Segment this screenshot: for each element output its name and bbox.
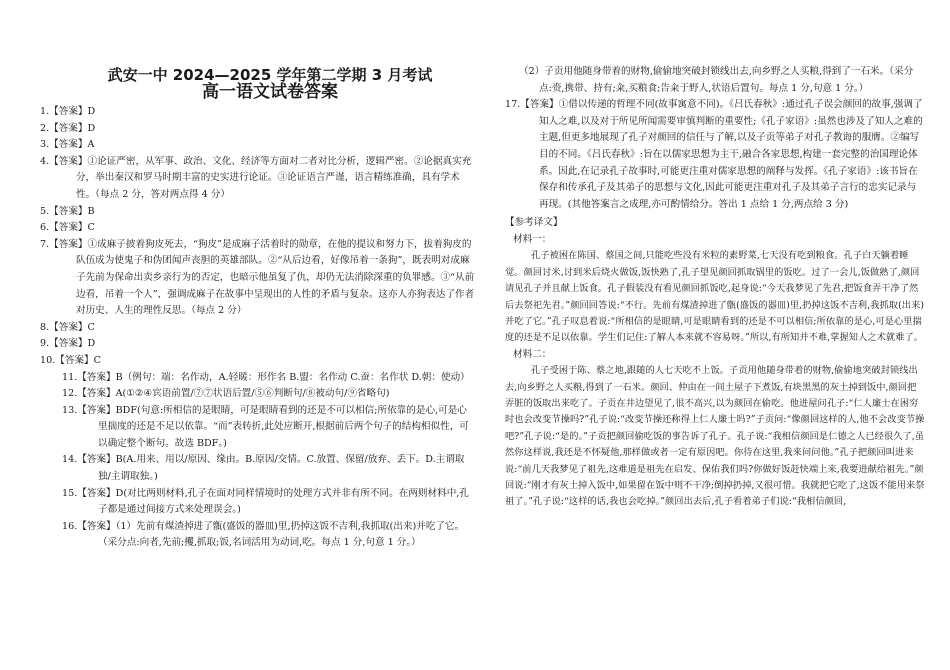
- answer-item: 2.【答案】D: [40, 122, 96, 134]
- page-title: 武安一中 2024—2025 学年第二学期 3 月考试: [107, 66, 433, 84]
- answer-item: 5.【答案】B: [40, 205, 95, 217]
- answer-item: 8.【答案】C: [40, 321, 95, 333]
- answer-item: 16.【答案】（1）先前有煤渣掉进了甑(盛饭的器皿)里,扔掉这饭不吉利,我抓取(出来)并吃了它。（采分点:向者,先前;攫,抓取;饭,名词活用为动词,吃。每点 1 分,句意 1 分。）: [62, 520, 465, 549]
- material-one-text: 孔子被困在陈国、蔡国之间,只能吃些没有米粒的素野菜,七天没有吃到粮食。孔子白天躺着睡觉。颜回讨米,讨到米后烧火做饭,饭快熟了,孔子望见颜回抓取锅里的饭吃。过了一会儿,饭做熟了,颜回请见孔子并且献上饭食。孔子假装没有看见颜回抓饭吃,起身说:“今天我梦见了先君,把饭食弄干净了然后去祭祀先君。”颜回回答说:“不行。先前有煤渣掉进了甑(盛饭的器皿)里,扔掉这饭不吉利,我抓取(出来)并吃了它。”孔子叹息着说:“所相信的是眼睛,可是眼睛看到的还是不可以相信;所依靠的是心,可是心里揣度的还是不足以依靠。学生们记住:了解人本来就不容易呀。”所以,有所知并不难,掌握知人之术就难了。: [505, 250, 925, 344]
- answer-item: 17.【答案】①借以传递的哲理不同(故事寓意不同)。《吕氏春秋》:通过孔子误会颜回的故事,强调了知人之难,以及对于所见所闻需要审慎判断的重要性;《孔子家语》:虽然也涉及了知人之难的主题,但更多地展现了孔子对颜回的信任与了解,以及子贡等弟子对孔子教诲的服膺。②编写目的不同。《吕氏春秋》:旨在以儒家思想为主干,融合各家思想,构建一套完整的治国理论体系。因此,在记录孔子故事时,可能更注重对儒家思想的阐释与发挥。《孔子家语》:该书旨在保存和传承孔子及其弟子的思想与文化,因此可能更注重对孔子及其弟子言行的忠实记录与再现。(其他答案言之成理,亦可酌情给分。答出 1 点给 1 分,两点给 3 分): [505, 99, 923, 210]
- answer-item: 4.【答案】①论证严密，从军事、政治、文化、经济等方面对二者对比分析，逻辑严密。②论据真实充分，举出秦汉和罗马时期丰富的史实进行论证。③论证语言严谨，语言精练准确，具有学术性。（每点 2 分，答对两点得 4 分）: [40, 155, 472, 200]
- answer-item: 6.【答案】C: [40, 222, 95, 234]
- material-two-label: 材料二：: [513, 348, 552, 360]
- answer-item: （2）子贡用他随身带着的财物,偷偷地突破封锁线出去,向乡野之人买粮,得到了一石米。（采分点:赍,携带、持有;籴,买粮食;告籴于野人,状语后置句。每点 1 分,句意 1 分。）: [519, 66, 914, 94]
- left-answer-list: [40, 104, 475, 552]
- page-subtitle: 高一语文试卷答案: [202, 82, 338, 102]
- answer-item: 10.【答案】C: [40, 354, 101, 366]
- answer-item: 9.【答案】D: [40, 338, 96, 350]
- answer-item: 1.【答案】D: [40, 106, 96, 117]
- answer-item: 15.【答案】D(对比两则材料,孔子在面对同样情境时的处理方式并非有所不同。在两则材料中,孔子都是通过间接方式来处理误会。): [62, 487, 469, 516]
- answer-item: 14.【答案】B(A.用来、用以/原因、缘由。B.原因/交情。C.放置、保留/放弃、丢下。D.主谓取独/主谓取独。): [62, 454, 465, 483]
- answer-item: 3.【答案】A: [40, 139, 95, 151]
- right-answer-list: [505, 64, 925, 511]
- material-two-text: 孔子受困于陈、蔡之地,跟随的人七天吃不上饭。子贡用他随身带着的财物,偷偷地突破封锁线出去,向乡野之人买粮,得到了一石米。颜回、仲由在一间土屋子下煮饭,有块黑黑的灰土掉到饭中,颜回把弄脏的饭取出来吃了。子贡在井边望见了,很不高兴,以为颜回在偷吃。他进屋问孔子:“仁人廉士在困穷时也会改变节操吗?”孔子说:“改变节操还称得上仁人廉士吗?”子贡问:“像颜回这样的人,他不会改变节操吧?”孔子说:“是的。”子贡把颜回偷吃饭的事告诉了孔子。孔子说:“我相信颜回是仁德之人已经很久了,虽然你这样说,我还是不怀疑他,那样做或者一定有原因吧。你待在这里,我来问问他。”孔子把颜回叫进来说:“前几天我梦见了祖先,这难道是祖先在启发、保佑我们吗?你做好饭赶快端上来,我要进献给祖先。”颜回说:“刚才有灰土掉入饭中,如果留在饭中则不干净;倒掉扔掉,又很可惜。我就把它吃了,这饭不能用来祭祖了。”孔子说:“这样的话,我也会吃掉。”颜回出去后,孔子看着弟子们说:“我相信颜回,: [505, 365, 925, 508]
- answer-item: 11.【答案】B（例句：端：名作动，A.轻暖：形作名 B.盟：名作动 C.蚕：名作状 D.朝：使动）: [62, 371, 470, 383]
- material-one-label: 材料一：: [513, 233, 552, 245]
- reference-translation-heading: 【参考译文】: [505, 217, 563, 229]
- answer-item: 12.【答案】A(①②④宾语前置/⑦⑦状语后置/⑤⑥判断句/⑧被动句/⑨省略句): [62, 388, 390, 400]
- answer-item: 7.【答案】①成麻子披着狗皮死去，“狗皮”是成麻子活着时的勋章，在他的提议和努力下，拔着狗皮的队伍成为使鬼子和伪团闻声丧胆的英雄部队。②“从后边看，好像吊着一条狗”，既表明对成麻子先前为保命出卖乡亲行为的否定，也暗示他虽复了仇，却仍无法消除深重的负罪感。③“从前边看，吊着一个人”，强调成麻子在故事中呈现出的人性的矛盾与复杂。这亦人亦狗表达了作者对历史、人生的理性反思。（每点 2 分）: [40, 238, 475, 317]
- answer-item: 13.【答案】BDF(句意:所相信的是眼睛，可是眼睛看到的还是不可以相信;所依靠的是心,可是心里揣度的还是不足以依靠。“而”表转折,此处应断开,根据前后两个句子的结构相似性，可以确定整个断句。故选 BDF。): [62, 404, 469, 449]
